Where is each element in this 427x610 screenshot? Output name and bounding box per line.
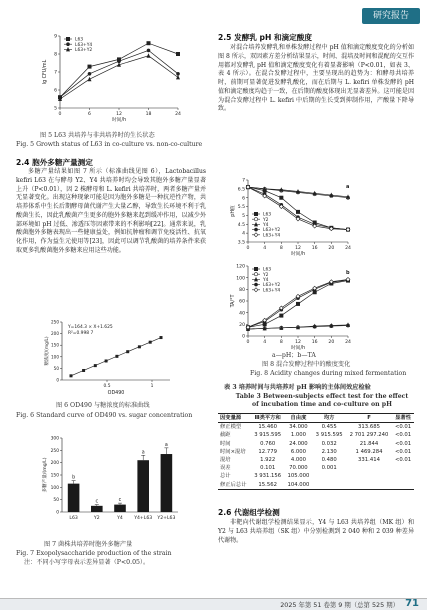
table-cell: 0.480	[321, 457, 337, 464]
section-2-4-paragraph: 多糖产量结果如图 7 所示（标准曲线见图 6），Lactobacillus kefiri L63 在与酵母 Y2、Y4 共培养时均会导致其胞外多糖产量显著上升（P<0.01），因 2 株酵母和 L. kefiri 共培养时，两者多糖产量并无显著变化。出现这种现象可能是因为胞外多糖是一种抗逆性产物，共培养体系中生长后期酵母菌代谢产生大量乙醇，导致生长环境不利于乳酸菌生长，因此乳酸菌产生更多的胞外多糖来起到缓冲作用，以减少外部环境如 pH 过低、渗透压等因素带来的不利影响[22]。通常来说，乳酸菌胞外多糖表现出一些健康益处，例如抗肿瘤和调节免疫活性、抗氧化作用，作为益生元使用等[23]，因此可以调节乳酸菌的培养条件来获取更多乳酸菌胞外多糖来应用这些功能。	[16, 168, 206, 254]
x-tick-label: 24	[175, 112, 181, 117]
x-axis-label: 时间/h	[290, 346, 306, 351]
data-point	[88, 65, 92, 69]
table-cell: 313.685	[358, 424, 380, 431]
table-cell: 1.922	[260, 457, 276, 464]
legend-label: Y2	[263, 217, 269, 223]
fig8a-ph-chart	[226, 176, 356, 258]
table-cell: 3 915.595	[254, 432, 282, 439]
legend-label: L63+Y2	[75, 48, 93, 53]
y-tick-label: 120	[236, 264, 245, 270]
x-tick-label: 0	[246, 340, 250, 345]
x-tick-label: 0	[58, 112, 62, 117]
panel-label: b	[346, 270, 350, 276]
y-axis-label: TA/°T	[231, 294, 236, 308]
table-cell: 混培	[220, 457, 231, 464]
legend-label: Y4	[263, 278, 269, 283]
y-tick-label: 0	[242, 334, 245, 340]
x-tick-label: Y2	[93, 516, 100, 521]
x-tick-label: 16	[311, 340, 318, 345]
x-tick-label: 12	[295, 246, 301, 251]
y-tick-label: 3.5	[237, 240, 245, 246]
significance-letter: a	[141, 450, 145, 456]
fig7-caption-cn: 图 7 菌株共培养时胞外多糖产量	[44, 541, 133, 548]
table-row	[218, 472, 414, 480]
table-cell: 0.032	[321, 440, 337, 447]
header-tag: 研究报告	[362, 8, 420, 24]
x-tick-label: 1	[150, 384, 154, 389]
table-cell: 总计	[220, 473, 231, 480]
fig6-caption-cn: 图 6 OD490 与糖浓度的标准曲线	[56, 402, 150, 409]
fig5-caption-cn: 图 5 L63 共培养与非共培养时的生长状态	[40, 132, 155, 139]
y-tick-label: 6	[242, 196, 245, 202]
y-tick-label: 0	[56, 377, 59, 383]
x-tick-label: 20	[328, 340, 335, 345]
significance-letter: b	[72, 475, 76, 481]
table-cell: 0.101	[260, 465, 276, 472]
x-tick-label: 12	[116, 112, 122, 117]
x-axis-label: OD490	[107, 391, 125, 396]
fig8-caption-cn: 图 8 混合发酵过程中的酸度变化	[262, 361, 351, 368]
table-cell: 0.001	[321, 465, 337, 472]
y-axis-label: 多糖产量/(mg/L)	[43, 457, 48, 493]
x-tick-label: 12	[295, 340, 301, 345]
section-2-5-title: 2.5 发酵乳 pH 和滴定酸度	[218, 33, 312, 42]
y-axis-label: pH值	[231, 205, 236, 217]
panel-label: a	[346, 184, 350, 190]
legend-marker	[66, 42, 70, 46]
data-point	[296, 210, 300, 214]
y-tick-label: 6	[54, 88, 57, 94]
x-tick-label: 16	[311, 246, 318, 251]
legend-marker	[254, 212, 258, 216]
significance-letter: c	[95, 499, 99, 505]
data-point	[149, 341, 152, 344]
table-cell: 修正模型	[220, 424, 242, 431]
fig7-caption-en: Fig. 7 Exopolysaccharide production of the strain	[16, 550, 172, 557]
fig8-formula: a—pH；b—TA	[272, 352, 316, 359]
table-cell	[392, 464, 414, 472]
y-tick-label: 5	[54, 106, 57, 112]
legend-marker	[254, 218, 257, 221]
table-cell: 截距	[220, 432, 231, 439]
fit-r2: R²=0.998 7	[68, 331, 94, 336]
legend-marker	[254, 233, 258, 237]
table3-title-en: Table 3 Between-subjects effect test for the effect of incubation time and co-culture on pH	[235, 393, 409, 409]
table3-header: 因变量源	[220, 415, 242, 421]
x-tick-label: 8	[279, 340, 283, 345]
y-tick-label: 250	[51, 319, 59, 325]
y-tick-label: 7	[242, 178, 245, 184]
table-row	[218, 464, 414, 472]
table3	[218, 413, 414, 490]
table-cell	[346, 472, 392, 480]
table3-title-cn: 表 3 培养时间与共培养对 pH 影响的主体间效应检验	[224, 384, 371, 391]
table-cell: 105.000	[287, 473, 310, 480]
table-cell	[392, 472, 414, 480]
page-footer	[0, 598, 427, 610]
y-tick-label: 8	[54, 52, 57, 58]
y-tick-label: 40	[239, 311, 245, 317]
table-row	[218, 423, 414, 432]
table-cell: 1 469.284	[355, 448, 383, 455]
table-cell	[346, 464, 392, 472]
x-axis-label: 时间/h	[111, 118, 127, 123]
table-row	[218, 448, 414, 456]
fig8b-ta-chart	[226, 262, 356, 354]
significance-letter: c	[118, 498, 122, 504]
table-cell: 2.130	[321, 448, 337, 455]
y-tick-label: 200	[50, 461, 59, 467]
data-point	[147, 53, 151, 58]
x-tick-label: 18	[145, 112, 152, 117]
legend-label: L63+Y2	[263, 283, 281, 289]
y-tick-label: 6.5	[237, 187, 245, 193]
data-point	[160, 336, 163, 339]
fig7-eps-bar-chart	[36, 432, 186, 532]
x-tick-label: 8	[279, 246, 283, 251]
table-row	[218, 456, 414, 464]
legend-marker	[254, 283, 258, 287]
table-cell: 15.562	[258, 481, 277, 488]
table-cell	[392, 481, 414, 490]
data-point	[138, 345, 141, 348]
table-cell: 3 915.595	[315, 432, 343, 439]
data-point	[70, 374, 73, 377]
bar	[114, 505, 126, 512]
table-row	[218, 481, 414, 490]
x-tick-label: 24	[345, 340, 351, 345]
x-tick-label: 0.5	[103, 384, 111, 389]
table-cell: 104.000	[287, 481, 310, 488]
significance-letter: a	[164, 442, 168, 448]
section-2-6-paragraph: 非靶向代谢组学检测结果显示，Y4 与 L63 共培养组（MK 组）和 Y2 与 L63 共培养组（SK 组）中分别检测到 2 040 种和 2 039 种差异代谢物。	[218, 519, 414, 544]
legend-label: L63	[263, 212, 272, 218]
section-2-5-paragraph: 对混合培养发酵乳和单株发酵过程中 pH 值和滴定酸度变化的分析如图 8 所示，双因素方差分析结果显示，时间、混培及时间和混配的交互作用都对发酵乳 pH 值和滴定酸度变化有着显著影响（P<0.01，如表 3、表 4 所示）。在混合发酵过程中，主要呈现出的趋势为：和酵母共培养时，前期可显著促进发酵乳酸化，而在后期与 L. kefiri 单株发酵的 pH 值和滴定酸度均趋于一致，在后期的酸度体现出无显著差异。这可能是因为混合发酵过程中 L. kefiri 中后期的生长受到抑制作用，产酸量下降导致。	[218, 44, 414, 113]
journal-issue: 2025 年第 51 卷第 9 期（总第 525 期）	[280, 601, 399, 609]
data-point	[279, 196, 283, 200]
y-axis-label: 糖浓度/(mg/L)	[45, 336, 50, 366]
y-tick-label: 100	[50, 485, 59, 491]
legend-label: L63+Y2	[263, 228, 281, 234]
data-point	[82, 369, 85, 372]
y-tick-label: 5.5	[237, 205, 245, 211]
table-cell: 2 701 297.240	[349, 432, 389, 439]
y-tick-label: 100	[236, 276, 245, 282]
fig8-caption-en: Fig. 8 Acidity changes during mixed fermentation	[250, 370, 407, 377]
table-cell: 12.779	[258, 448, 277, 455]
table-cell: 修正后总计	[220, 481, 247, 488]
legend-marker	[254, 288, 258, 292]
y-tick-label: 4.5	[237, 222, 245, 228]
table-cell	[312, 481, 345, 490]
fig6-caption-en: Fig. 6 Standard curve of OD490 vs. sugar concentration	[16, 412, 193, 419]
table-cell: 34.000	[289, 424, 308, 431]
table-cell: 6.000	[290, 448, 306, 455]
page-number: 71	[405, 598, 419, 609]
data-point	[105, 359, 108, 362]
y-tick-label: 100	[51, 354, 59, 360]
table-cell	[346, 481, 392, 490]
data-point	[296, 302, 300, 306]
legend-label: L63+Y4	[263, 233, 281, 239]
data-point	[126, 350, 129, 353]
table-cell: 15.460	[258, 424, 277, 431]
table-cell: <0.01	[394, 448, 412, 455]
data-point	[147, 41, 151, 45]
fig6-standard-curve	[40, 318, 180, 398]
x-tick-label: Y2+L63	[157, 516, 176, 521]
bar	[161, 454, 173, 512]
table-row	[218, 431, 414, 439]
table-row	[218, 440, 414, 448]
legend-label: L63	[263, 267, 272, 273]
x-tick-label: Y4+L63	[134, 516, 153, 521]
table-cell: 0.455	[321, 424, 337, 431]
table3-header-row	[218, 414, 414, 423]
legend-label: L63	[75, 37, 84, 43]
table-cell: <0.01	[394, 457, 412, 464]
data-point	[115, 355, 118, 358]
x-tick-label: 24	[345, 246, 351, 251]
table-cell: 4.000	[290, 457, 306, 464]
table-cell: 误差	[220, 465, 231, 472]
fig7-note: 注：不同小写字母表示差异显著（P<0.05）。	[24, 559, 150, 566]
y-tick-label: 5	[242, 214, 245, 220]
y-tick-label: 200	[51, 331, 59, 337]
section-2-4-title: 2.4 胞外多糖产量测定	[16, 158, 93, 167]
table-cell: 70.000	[289, 465, 308, 472]
x-tick-label: 0	[246, 246, 250, 251]
legend-marker	[254, 228, 258, 232]
data-point	[176, 52, 180, 56]
bar	[68, 484, 80, 512]
fit-equation: Y=164.3 × X+1.625	[68, 325, 113, 330]
table-cell: 1.000	[290, 432, 306, 439]
legend-label: L63+Y4	[263, 288, 281, 294]
x-tick-label: 4	[263, 340, 267, 345]
fig5-growth-chart	[36, 30, 186, 130]
x-axis-label: 时间/h	[290, 252, 306, 257]
table-cell: 21.844	[359, 440, 379, 447]
y-tick-label: 0	[56, 510, 59, 516]
data-point	[147, 49, 151, 53]
table3-header: 自由度	[290, 415, 307, 421]
table-cell: <0.01	[394, 432, 412, 439]
table-cell: 24.000	[289, 440, 308, 447]
data-point	[88, 77, 92, 82]
table-cell: 时间	[220, 440, 231, 447]
y-tick-label: 9	[54, 34, 57, 40]
fig5-caption-en: Fig. 5 Growth status of L63 in co-culture vs. non-co-culture	[16, 141, 203, 148]
table3-header: 显著性	[395, 415, 411, 421]
table-cell: 3 931.156	[254, 473, 282, 480]
x-tick-label: 20	[328, 246, 335, 251]
y-tick-label: 50	[53, 365, 59, 371]
y-tick-label: 60	[239, 299, 245, 305]
table-cell: <0.01	[394, 440, 412, 447]
legend-label: L63+Y4	[75, 42, 93, 48]
y-tick-label: 300	[50, 436, 59, 442]
data-point	[279, 314, 283, 318]
y-tick-label: 4	[242, 231, 245, 237]
data-point	[94, 364, 97, 367]
y-tick-label: 150	[50, 473, 59, 479]
y-tick-label: 250	[50, 448, 59, 454]
legend-marker	[254, 267, 258, 271]
legend-label: Y2	[263, 272, 269, 278]
legend-marker	[66, 37, 70, 41]
data-point	[88, 72, 92, 76]
y-tick-label: 20	[239, 322, 245, 328]
x-tick-label: Y4	[117, 516, 123, 521]
table-cell: <0.01	[394, 424, 412, 431]
table3-header: 均方	[323, 415, 335, 421]
table-cell: 0.760	[260, 440, 276, 447]
table-cell: 时间×混培	[220, 448, 246, 455]
section-2-6-title: 2.6 代谢组学检测	[218, 508, 280, 517]
y-tick-label: 80	[239, 287, 245, 293]
table-cell: 331.414	[358, 457, 380, 464]
table3-header: Ⅲ类平方和	[254, 415, 281, 421]
legend-marker	[254, 273, 257, 276]
data-point	[176, 75, 180, 80]
bar	[137, 460, 149, 512]
bar	[91, 506, 103, 512]
y-tick-label: 50	[53, 498, 59, 504]
x-tick-label: L63	[69, 516, 78, 521]
y-axis-label: lg CFU/mL	[43, 59, 48, 85]
table-cell	[312, 472, 345, 480]
x-tick-label: 4	[263, 246, 267, 251]
table3-header: F	[367, 415, 371, 421]
y-tick-label: 150	[51, 342, 59, 348]
y-tick-label: 7	[54, 70, 57, 76]
x-tick-label: 6	[88, 112, 91, 117]
legend-label: Y4	[263, 223, 269, 228]
